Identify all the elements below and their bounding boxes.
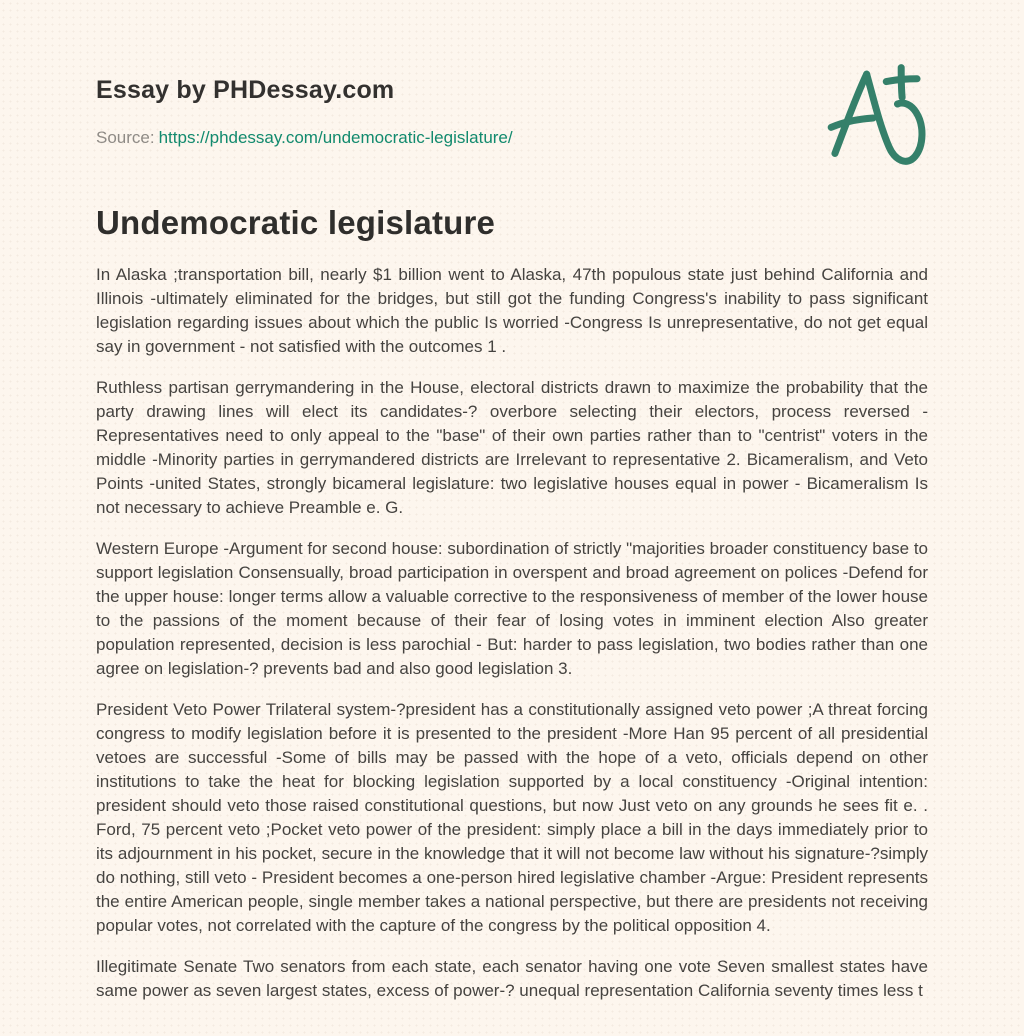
article-paragraph: Western Europe -Argument for second house: subordination of strictly "majorities broader constituency base to support legislation Consensually, broad participation in overspent and broad agreement on polices -Defend for the upper house: longer terms allow a valuable corrective to the responsiveness of member of the lower house to the passions of the moment because of their fear of losing votes in imminent election Also greater population represented, decision is less parochial - But: harder to pass legislation, two bodies rather than one agree on legislation-? prevents bad and also good legislation 3. [96,539,928,678]
source-label: Source: [96,128,155,147]
header [96,76,928,148]
source-link[interactable]: https://phdessay.com/undemocratic-legislature/ [158,128,513,147]
article-paragraph: President Veto Power Trilateral system-?president has a constitutionally assigned veto power ;A threat forcing congress to modify legislation before it is presented to the president -More Han 95 percent of all presidential vetoes are successful -Some of bills may be passed with the hope of a veto, officials depend on other institutions to take the heat for blocking legislation supported by a local constituency -Original intention: president should veto those raised constitutional questions, but now Just veto on any grounds he sees fit e. . Ford, 75 percent veto ;Pocket veto power of the president: simply place a bill in the days immediately prior to its adjournment in his pocket, secure in the knowledge that it will not become law without his signature-?simply do nothing, still veto - President becomes a one-person hired legislative chamber -Argue: President represents the entire American people, single member takes a national perspective, but there are presidents not receiving popular votes, not correlated with the capture of the congress by the political opposition 4. [96,700,928,935]
phdessay-a-plus-logo-icon [820,62,932,174]
page-title: Undemocratic legislature [96,204,496,241]
source-line [96,128,928,148]
article-paragraph: Ruthless partisan gerrymandering in the House, electoral districts drawn to maximize the probability that the party drawing lines will elect its candidates-? overbore selecting their electors, process reversed - Representatives need to only appeal to the "base" of their own parties rather than to "centrist" voters in the middle -Minority parties in gerrymandered districts are Irrelevant to representative 2. Bicameralism, and Veto Points -united States, strongly bicameral legislature: two legislative houses equal in power - Bicameralism Is not necessary to achieve Preamble e. G. [96,378,928,517]
site-title: Essay by PHDessay.com [96,76,395,104]
article-paragraph: In Alaska ;transportation bill, nearly $1 billion went to Alaska, 47th populous state just behind California and Illinois -ultimately eliminated for the bridges, but still got the funding Congress's inability to pass significant legislation regarding issues about which the public Is worried -Congress Is unrepresentative, do not get equal say in government - not satisfied with the outcomes 1 . [96,265,928,356]
article-body [96,263,928,1003]
article-paragraph: Illegitimate Senate Two senators from each state, each senator having one vote Seven smallest states have same power as seven largest states, excess of power-? unequal representation California seventy times less t [96,957,928,1000]
